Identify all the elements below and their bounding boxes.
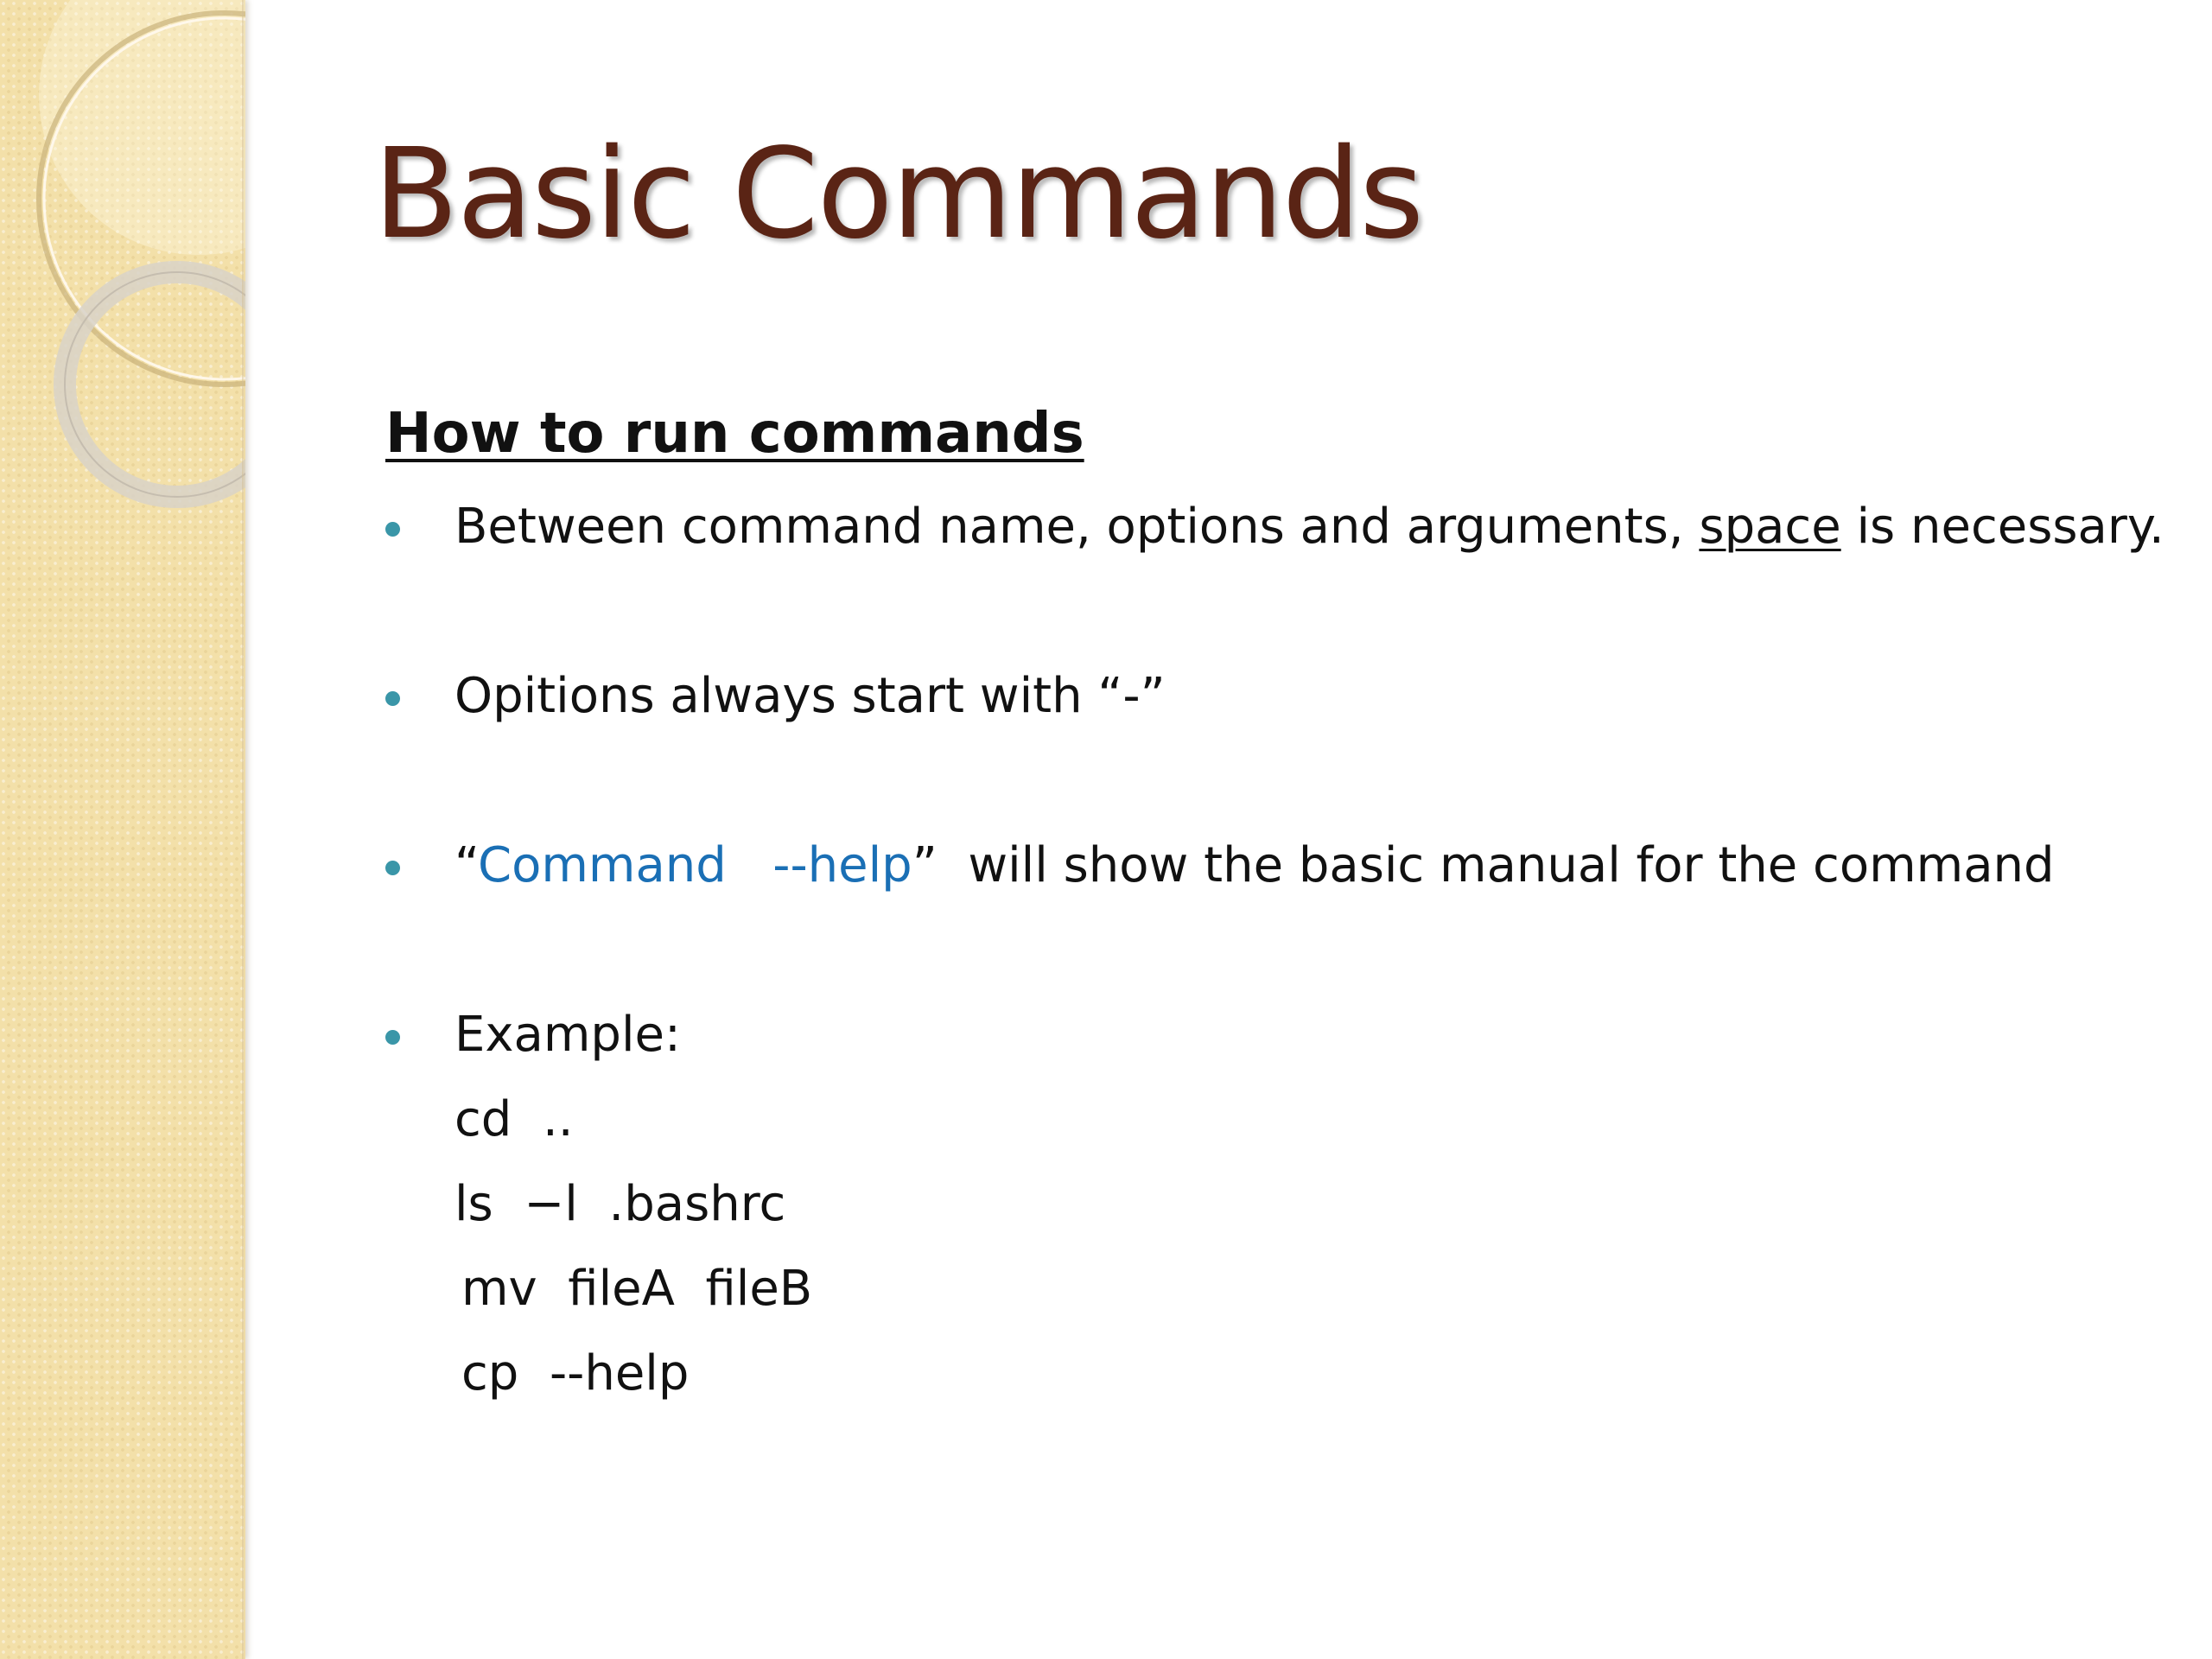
bullet-text: Example: <box>454 1007 681 1063</box>
section-heading: How to run commands <box>385 402 1084 466</box>
bullet-dot-icon <box>385 1030 400 1045</box>
example-command: cp --help <box>461 1345 690 1402</box>
bullet-text-part: will show the basic manual for the command <box>937 837 2055 893</box>
example-command: cd .. <box>454 1091 574 1147</box>
quote-mark: “ <box>454 837 479 893</box>
decorative-side-panel <box>0 0 245 1659</box>
bullet-text: Opitions always start with “-” <box>454 668 1166 724</box>
slide-title: Basic Commands <box>373 121 1423 266</box>
bullet-dot-icon <box>385 691 400 706</box>
underlined-word: space <box>1699 499 1841 555</box>
bullet-text-part: is necessary. <box>1840 499 2164 555</box>
bullet-dot-icon <box>385 861 400 875</box>
bullet-text <box>454 499 2164 555</box>
decorative-rings <box>0 0 245 605</box>
bullet-dot-icon <box>385 522 400 537</box>
quote-mark: ” <box>912 837 938 893</box>
bullet-text-part: Between command name, options and arguments, <box>454 499 1700 555</box>
example-command: ls −l .bashrc <box>454 1176 786 1232</box>
example-command: mv fileA fileB <box>461 1261 813 1317</box>
command-help-text: Command --help <box>478 837 912 893</box>
bullet-text <box>454 837 2055 893</box>
